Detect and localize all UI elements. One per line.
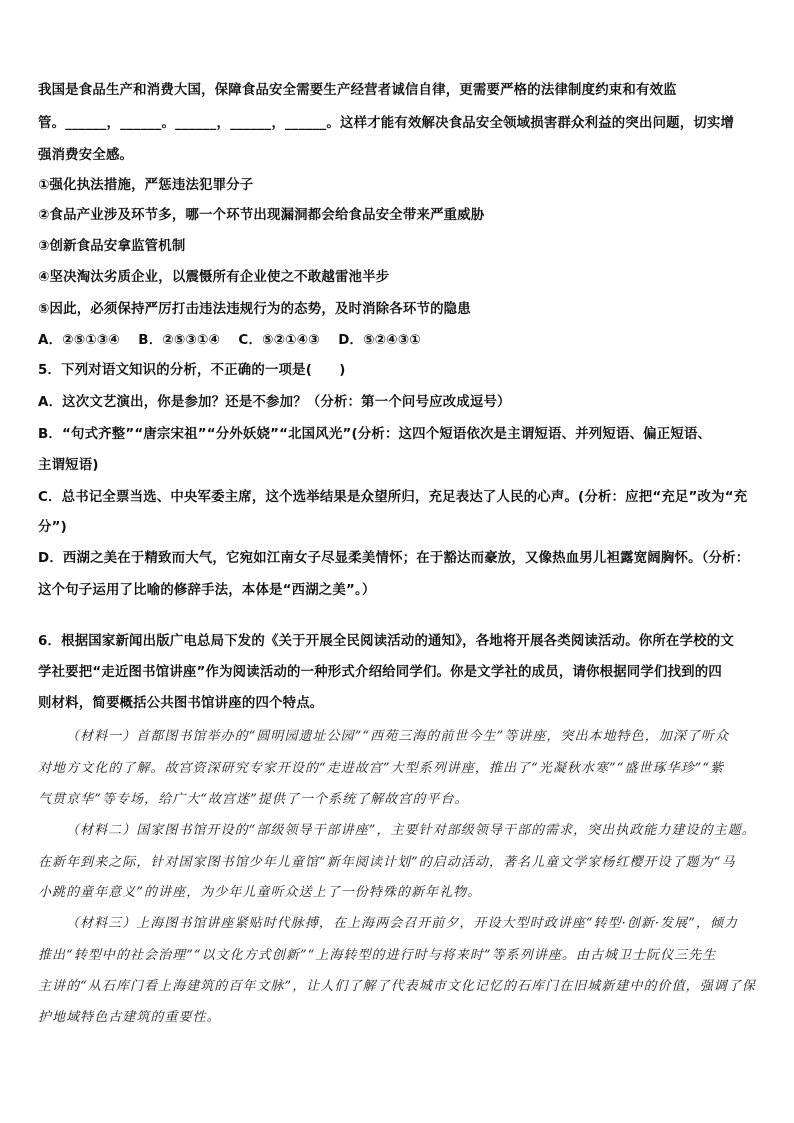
q5-option-b-line-1: B．“句式齐整”“唐宗宋祖”“分外妖娆”“北国风光”(分析：这四个短语依次是主谓短语、并列短语、偏正短语、 — [38, 427, 712, 442]
q6-stem-line-3: 则材料，简要概括公共图书馆讲座的四个特点。 — [38, 696, 324, 711]
material-3-line-4: 护地域特色古建筑的重要性。 — [38, 1010, 221, 1025]
material-3-line-1: （材料三）上海图书馆讲座紧贴时代脉搏，在上海两会召开前夕，开设大型时政讲座“转型·创新·发展”，倾力 — [66, 916, 739, 931]
q5-stem: 5．下列对语文知识的分析，不正确的一项是( ) — [38, 363, 346, 378]
q5-option-d-line-2: 这个句子运用了比喻的修辞手法，本体是“西湖之美”。） — [38, 583, 376, 598]
q5-option-a: A．这次文艺演出，你是参加？还是不参加？（分析：第一个问号应改成逗号） — [38, 395, 511, 410]
q4-item-2: ②食品产业涉及环节多，哪一个环节出现漏洞都会给食品安全带来严重威胁 — [38, 208, 485, 223]
q4-item-3: ③创新食品安拿监管机制 — [38, 239, 186, 254]
q6-stem-line-2: 学社要把“走近图书馆讲座”作为阅读活动的一种形式介绍给同学们。你是文学社的成员，请你根据同学们找到的四 — [38, 665, 722, 680]
q5-option-b-line-2: 主谓短语) — [38, 458, 99, 473]
q5-option-c-line-2: 分”) — [38, 520, 67, 535]
material-1-line-3: 气贯京华”等专场，给广大“故宫迷”提供了一个系统了解故宫的平台。 — [38, 792, 469, 807]
q6-stem-line-1: 6．根据国家新闻出版广电总局下发的《关于开展全民阅读活动的通知》，各地将开展各类阅读活动。你所在学校的文 — [38, 634, 734, 649]
q4-item-1: ①强化执法措施，严惩违法犯罪分子 — [38, 178, 254, 193]
q5-option-c-line-1: C．总书记全票当选、中央军委主席，这个选举结果是众望所归，充足表达了人民的心声。(分析：应把“充足”改为“充 — [38, 490, 748, 505]
q4-item-4: ④坚决淘汰劣质企业，以震慑所有企业使之不敢越雷池半步 — [38, 270, 390, 285]
q4-options: A．②⑤①③④ B．②⑤③①④ C．⑤②①④③ D．⑤②④③① — [38, 333, 421, 348]
q4-item-5: ⑤因此，必须保持严厉打击违法违规行为的态势，及时消除各环节的隐患 — [38, 302, 471, 317]
material-2-line-2: 在新年到来之际，针对国家图书馆少年儿童馆“新年阅读计划”的启动活动，著名儿童文学家杨红樱开设了题为“马 — [38, 855, 736, 870]
q4-stem-line-3: 强消费安全感。 — [38, 148, 134, 163]
q4-stem-line-2: 管。______，______。______，______，______。这样才能有效解决食品安全领域损害群众利益的突出问题，切实增 — [38, 116, 735, 131]
material-3-line-3: 主讲的“从石库门看上海建筑的百年文脉”，让人们了解了代表城市文化记忆的石库门在旧城新建中的价值，强调了保 — [38, 979, 756, 994]
q4-stem-line-1: 我国是食品生产和消费大国，保障食品安全需要生产经营者诚信自律，更需要严格的法律制度约束和有效监 — [38, 83, 677, 98]
material-2-line-1: （材料二）国家图书馆开设的“部级领导干部讲座”，主要针对部级领导干部的需求，突出执政能力建设的主题。 — [66, 823, 756, 838]
material-1-line-1: （材料一）首都图书馆举办的“圆明园遗址公园”“西苑三海的前世今生”等讲座，突出本地特色，加深了听众 — [66, 729, 730, 744]
material-3-line-2: 推出“转型中的社会治理”“以文化方式创新”“上海转型的进行时与将来时”等系列讲座。由古城卫士阮仪三先生 — [38, 948, 717, 963]
q5-option-d-line-1: D．西湖之美在于精致而大气，它宛如江南女子尽显柔美情怀；在于豁达而豪放，又像热血男儿袒露宽阔胸怀。（分析： — [38, 551, 750, 566]
material-1-line-2: 对地方文化的了解。故宫资深研究专家开设的“走进故宫”大型系列讲座，推出了“光凝秋水寒”“盛世琢华珍”“紫 — [38, 761, 725, 776]
material-2-line-3: 小跳的童年意义”的讲座，为少年儿童听众送上了一份特殊的新年礼物。 — [38, 885, 482, 900]
